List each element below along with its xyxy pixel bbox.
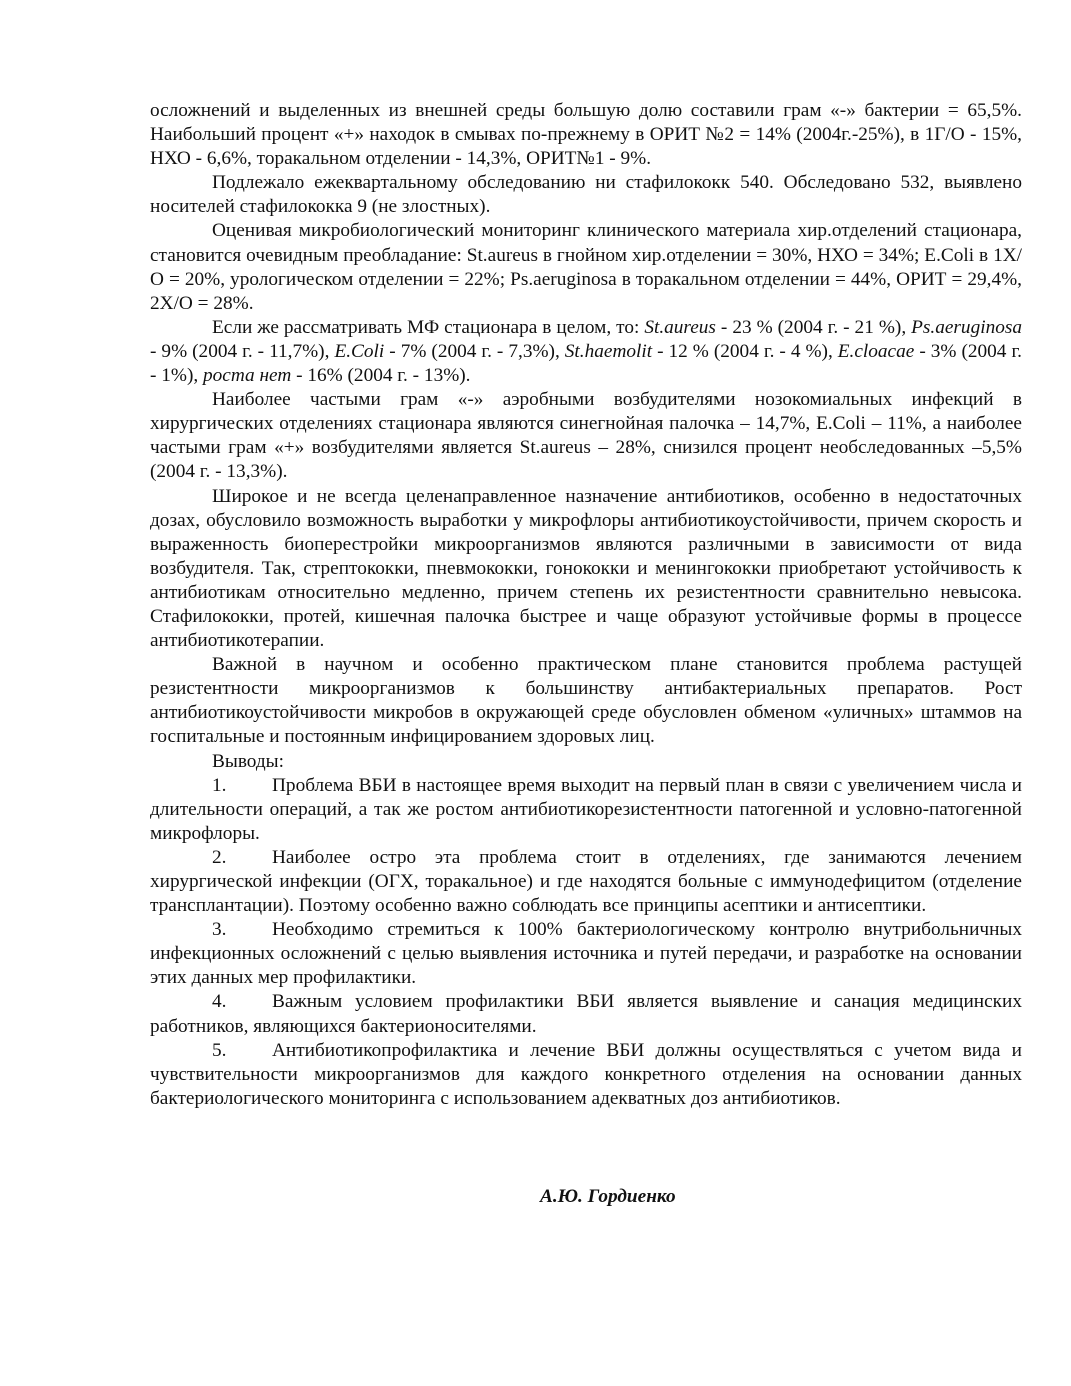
text-segment: Подлежало ежеквартальному обследованию ни стафилококк 540. Обследовано 532, выявлено носителей стафилококка 9 (не злостных). — [150, 172, 1022, 218]
conclusion-item — [150, 1039, 1022, 1111]
text-segment: - 3% (2004 г. - 1%), — [150, 340, 1022, 387]
item-number: 1. — [212, 774, 227, 796]
paragraph — [150, 388, 1022, 484]
document-body — [150, 99, 1022, 1111]
italic-term: E.cloacae — [837, 340, 915, 362]
text-segment: - 12 % (2004 г. - 4 %), — [652, 340, 838, 362]
text-segment: - 9% (2004 г. - 11,7%), — [150, 340, 335, 362]
item-number: 4. — [212, 991, 227, 1013]
italic-term: St.haemolit — [564, 340, 653, 362]
text-segment: Антибиотикопрофилактика и лечение ВБИ должны осуществляться с учетом вида и чувствительности микроорганизмов для каждого конкретного отделения на основании данных бактериологического мониторинга с использованием адекватных доз антибиотиков. — [150, 1039, 1022, 1109]
text-segment: Выводы: — [212, 750, 284, 772]
item-number: 3. — [212, 919, 227, 941]
text-segment: - 7% (2004 г. - 7,3%), — [384, 340, 565, 362]
conclusion-item — [150, 918, 1022, 990]
italic-term: роста нет — [203, 365, 292, 387]
conclusion-item — [150, 846, 1022, 918]
item-number: 5. — [212, 1039, 227, 1061]
text-segment: - 16% (2004 г. - 13%). — [291, 365, 471, 387]
text-segment: Важным условием профилактики ВБИ является выявление и санация медицинских работников, являющихся бактерионосителями. — [150, 991, 1022, 1037]
paragraph — [150, 485, 1022, 654]
text-segment: Важной в научном и особенно практическом плане становится проблема растущей резистентности микроорганизмов к большинству антибактериальных препаратов. Рост антибиотикоустойчивости микробов в окружающей среде обусловлен обменом «уличных» штаммов на госпитальные и постоянным инфицированием здоровых лиц. — [150, 654, 1022, 748]
text-segment: Наиболее частыми грам «-» аэробными возбудителями нозокомиальных инфекций в хирургических отделениях стационара являются синегнойная палочка – 14,7%, E.Coli – 11%, а наиболее частыми грам «+» возбудителями является St.aureus – 28%, снизился процент необследованных –5,5% (2004 г. - 13,3%). — [150, 389, 1022, 483]
conclusion-item — [150, 990, 1022, 1038]
text-segment: Оценивая микробиологический мониторинг клинического материала хир.отделений стационара, становится очевидным преобладание: St.aureus в гнойном хир.отделении = 30%, НХО = 34%; E.Coli в 1Х/О = 20%, урологическом отделении = 22%; Ps.aeruginosa в торакальном отделении = 44%, ОРИТ = 29,4%, 2Х/О = 28%. — [150, 220, 1022, 314]
text-segment: Наиболее остро эта проблема стоит в отделениях, где занимаются лечением хирургической инфекции (ОГХ, торакальное) и где находятся больные с иммунодефицитом (отделение трансплантации). Поэтому особенно важно соблюдать все принципы асептики и антисептики. — [150, 846, 1022, 917]
text-segment: осложнений и выделенных из внешней среды большую долю составили грам «-» бактерии = 65,5%. Наибольший процент «+» находок в смывах по-прежнему в ОРИТ №2 = 14% (2004г.-25%), в 1Г/О - 15%, НХО - 6,6%, торакальном отделении - 14,3%, ОРИТ№1 - 9%. — [150, 100, 1022, 170]
italic-term: St.aureus — [644, 316, 716, 338]
text-segment: Проблема ВБИ в настоящее время выходит на первый план в связи с увеличением числа и длительности операций, а так же ростом антибиотикорезистентности патогенной и условно-патогенной микрофлоры. — [150, 774, 1022, 844]
item-number: 2. — [212, 846, 227, 868]
paragraph — [150, 653, 1022, 749]
text-segment: Если же рассматривать МФ стационара в целом, то: — [212, 316, 645, 338]
italic-term: E.Coli — [334, 340, 385, 362]
text-segment: - 23 % (2004 г. - 21 %), — [715, 316, 912, 338]
paragraph — [150, 99, 1022, 171]
text-segment: Необходимо стремиться к 100% бактериологическому контролю внутрибольничных инфекционных осложнений с целью выявления источника и путей передачи, и разработке на основании этих данных мер профилактики. — [150, 919, 1022, 989]
text-segment: Широкое и не всегда целенаправленное назначение антибиотиков, особенно в недостаточных дозах, обусловило возможность выработки у микрофлоры антибиотикоустойчивости, причем скорость и выраженность биоперестройки микроорганизмов являются различными в зависимости от вида возбудителя. Так, стрептококки, пневмококки, гонококки и менингококки приобретают устойчивость к антибиотикам относительно медленно, причем степень их резистентности сравнительно невысока. Стафилококки, протей, кишечная палочка быстрее и чаще образуют устойчивые формы в процессе антибиотикотерапии. — [150, 485, 1022, 652]
paragraph — [150, 316, 1022, 388]
paragraph — [150, 219, 1022, 315]
italic-term: Ps.aeruginosa — [911, 316, 1022, 338]
conclusion-item — [150, 774, 1022, 846]
paragraph — [150, 750, 1022, 774]
paragraph — [150, 171, 1022, 219]
author-signature: А.Ю. Гордиенко — [540, 1186, 676, 1207]
